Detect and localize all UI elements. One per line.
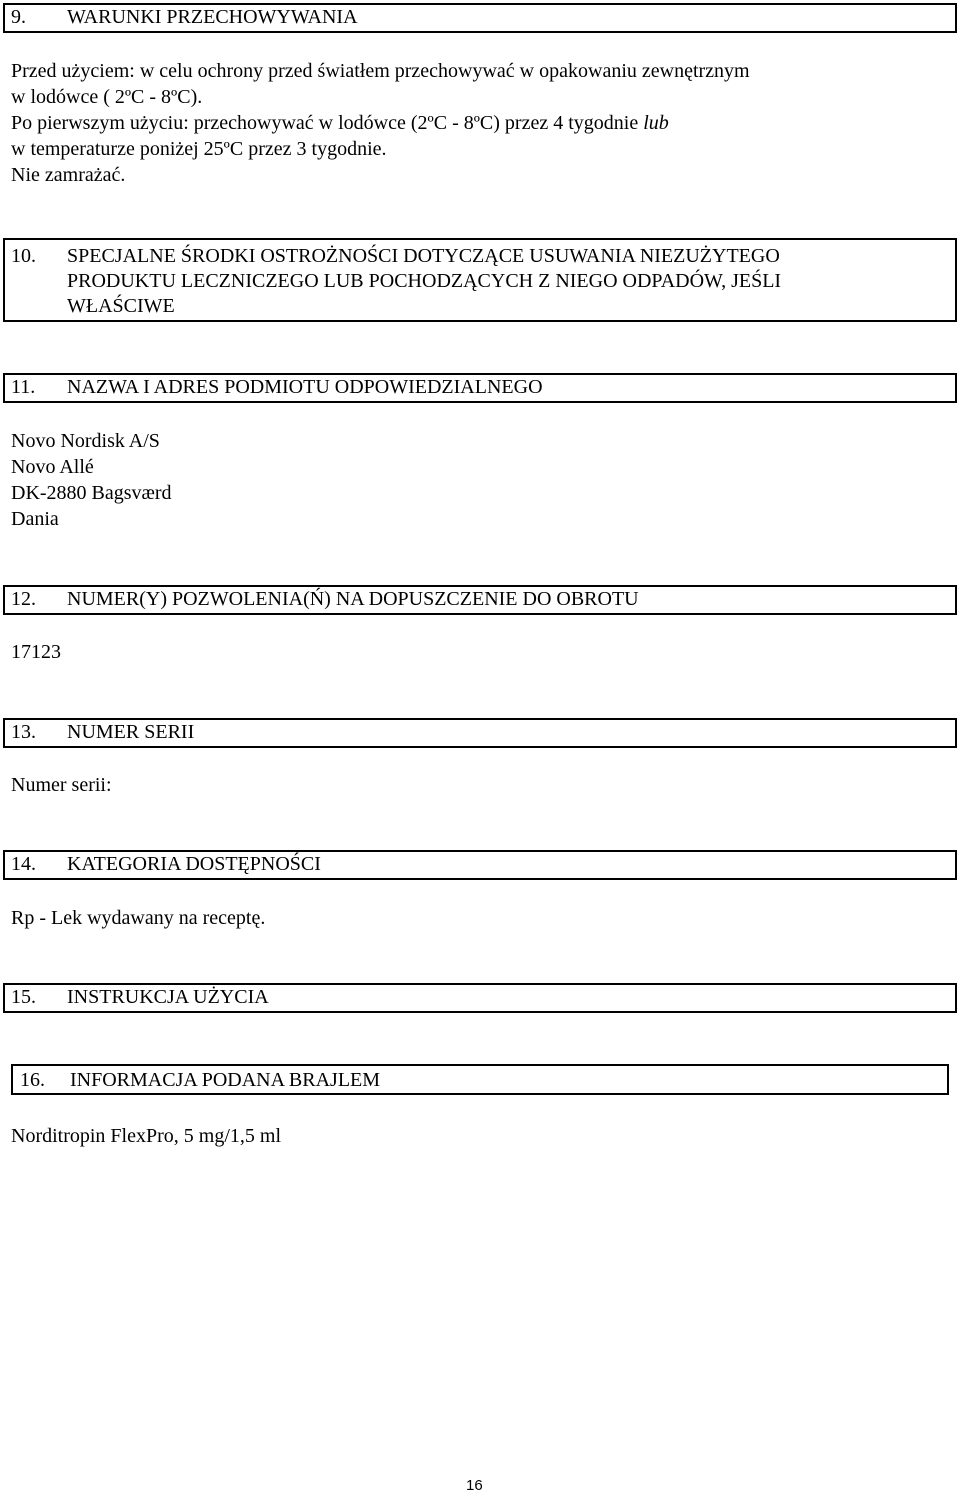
section-16-number: 16. bbox=[20, 1069, 45, 1091]
section-10-header bbox=[11, 244, 951, 319]
section-10-title-line-1: SPECJALNE ŚRODKI OSTROŻNOŚCI DOTYCZĄCE USUWANIA NIEZUŻYTEGO bbox=[67, 245, 780, 267]
section-13-title: NUMER SERII bbox=[67, 721, 195, 743]
page-number: 16 bbox=[466, 1477, 483, 1494]
mah-street: Novo Allé bbox=[11, 456, 94, 478]
section-12-number: 12. bbox=[11, 588, 36, 610]
section-16-title: INFORMACJA PODANA BRAJLEM bbox=[70, 1069, 381, 1091]
section-15-number: 15. bbox=[11, 986, 36, 1008]
section-9-title: WARUNKI PRZECHOWYWANIA bbox=[67, 6, 358, 28]
batch-number-label: Numer serii: bbox=[11, 774, 112, 796]
storage-line-5: Nie zamrażać. bbox=[11, 164, 126, 186]
storage-line-3 bbox=[11, 110, 669, 136]
section-15-header bbox=[11, 984, 269, 1010]
availability-category: Rp - Lek wydawany na receptę. bbox=[11, 907, 266, 929]
mah-name: Novo Nordisk A/S bbox=[11, 430, 160, 452]
section-11-header bbox=[11, 374, 543, 400]
storage-line-3-text: Po pierwszym użyciu: przechowywać w lodówce (2ºC - 8ºC) przez 4 tygodnie bbox=[11, 112, 644, 134]
mah-city: DK-2880 Bagsværd bbox=[11, 482, 172, 504]
section-11-number: 11. bbox=[11, 376, 36, 398]
section-14-header bbox=[11, 851, 321, 877]
section-14-title: KATEGORIA DOSTĘPNOŚCI bbox=[67, 853, 321, 875]
section-15-title: INSTRUKCJA UŻYCIA bbox=[67, 986, 269, 1008]
section-10-number: 10. bbox=[11, 245, 36, 267]
section-13-number: 13. bbox=[11, 721, 36, 743]
section-10-title-line-3: WŁAŚCIWE bbox=[67, 295, 175, 317]
section-10-title-line-2: PRODUKTU LECZNICZEGO LUB POCHODZĄCYCH Z NIEGO ODPADÓW, JEŚLI bbox=[67, 270, 782, 292]
section-10-title bbox=[67, 244, 947, 319]
section-14-number: 14. bbox=[11, 853, 36, 875]
section-9-header bbox=[11, 4, 358, 30]
storage-line-4: w temperaturze poniżej 25ºC przez 3 tygodnie. bbox=[11, 138, 387, 160]
section-11-title: NAZWA I ADRES PODMIOTU ODPOWIEDZIALNEGO bbox=[67, 376, 543, 398]
storage-line-3-italic: lub bbox=[643, 112, 669, 134]
section-12-title: NUMER(Y) POZWOLENIA(Ń) NA DOPUSZCZENIE DO OBROTU bbox=[67, 588, 639, 610]
section-13-header bbox=[11, 719, 194, 745]
authorisation-number: 17123 bbox=[11, 641, 61, 663]
section-9-number: 9. bbox=[11, 6, 26, 28]
section-12-header bbox=[11, 586, 639, 612]
braille-text: Norditropin FlexPro, 5 mg/1,5 ml bbox=[11, 1125, 281, 1147]
mah-country: Dania bbox=[11, 508, 59, 530]
storage-line-1: Przed użyciem: w celu ochrony przed światłem przechowywać w opakowaniu zewnętrznym bbox=[11, 60, 750, 82]
section-16-header bbox=[20, 1067, 380, 1093]
storage-line-2: w lodówce ( 2ºC - 8ºC). bbox=[11, 86, 203, 108]
